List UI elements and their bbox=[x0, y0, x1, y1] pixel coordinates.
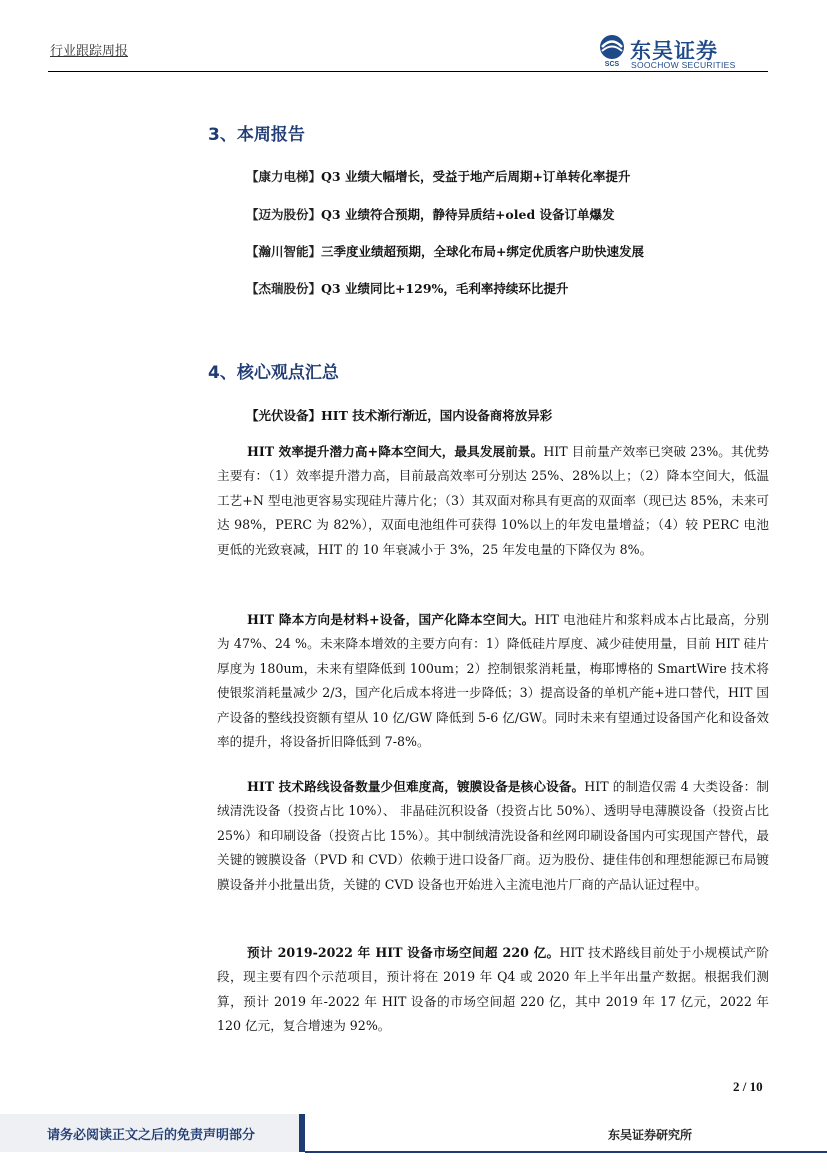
header-divider bbox=[48, 71, 768, 72]
report-item bbox=[246, 167, 630, 185]
brand-name-cn: 东吴证券 bbox=[630, 39, 718, 63]
paragraph-equipment bbox=[217, 775, 769, 897]
paragraph-lead: 预计 2019-2022 年 HIT 设备市场空间超 220 亿。 bbox=[247, 945, 560, 960]
report-type-label: 行业跟踪周报 bbox=[50, 44, 129, 59]
paragraph-body: HIT 电池硅片和浆料成本占比最高，分别为 47%、24 %。未来降本增效的主要方向有：1）降低硅片厚度、减少硅使用量，目前 HIT 硅片厚度为 180um，未来有望降低到 100um；2）控制银浆消耗量，梅耶博格的 SmartWire 技术将使银浆消耗量减少 2/3，国产化后成本将进一步降低；3）提高设备的单机产能+进口替代，HIT 国产设备的整线投资额有望从 10 亿/GW 降低到 5-6 亿/GW。同时未来有望通过设备国产化和设备效率的提升，将设备折旧降低到 7-8%。 bbox=[217, 612, 769, 750]
report-title: 三季度业绩超预期，全球化布局+绑定优质客户助快速发展 bbox=[321, 244, 644, 259]
report-item bbox=[246, 242, 644, 260]
report-company: 【瀚川智能】 bbox=[246, 244, 322, 259]
footer-organization: 东吴证券研究所 bbox=[608, 1128, 693, 1142]
report-company: 【康力电梯】 bbox=[246, 169, 322, 184]
paragraph-lead: HIT 技术路线设备数量少但难度高，镀膜设备是核心设备。 bbox=[247, 779, 585, 794]
footer-divider bbox=[305, 1151, 827, 1153]
paragraph-body: HIT 技术路线目前处于小规模试产阶段，现主要有四个示范项目，预计将在 2019 年 Q4 或 2020 年上半年出量产数据。根据我们测算，预计 2019 年-2022 年 HIT 设备的市场空间超 220 亿，其中 2019 年 17 亿元，2022 年 120 亿元，复合增速为 92%。 bbox=[217, 945, 769, 1034]
paragraph-market-size bbox=[217, 941, 769, 1039]
paragraph-body: HIT 的制造仅需 4 大类设备：制绒清洗设备（投资占比 10%）、 非晶硅沉积设备（投资占比 50%）、透明导电薄膜设备（投资占比 25%）和印刷设备（投资占比 15%）。其中制绒清洗设备和丝网印刷设备国内可实现国产替代，最关键的镀膜设备（PVD 和 CVD）依赖于进口设备厂商。迈为股份、捷佳伟创和理想能源已布局镀膜设备并小批量出货，关键的 CVD 设备也开始进入主流电池片厂商的产品认证过程中。 bbox=[217, 779, 769, 892]
soochow-logo-icon bbox=[596, 34, 628, 68]
report-title: Q3 业绩大幅增长，受益于地产后周期+订单转化率提升 bbox=[321, 169, 631, 184]
report-item bbox=[246, 279, 568, 297]
svg-text:SCS: SCS bbox=[604, 61, 620, 68]
brand-name-en: SOOCHOW SECURITIES bbox=[631, 60, 736, 70]
paragraph-lead: HIT 效率提升潜力高+降本空间大，最具发展前景。 bbox=[247, 444, 544, 459]
report-title: Q3 业绩同比+129%，毛利率持续环比提升 bbox=[321, 281, 569, 296]
paragraph-lead: HIT 降本方向是材料+设备，国产化降本空间大。 bbox=[247, 612, 535, 627]
report-company: 【迈为股份】 bbox=[246, 207, 322, 222]
page-number: 2 / 10 bbox=[733, 1079, 763, 1094]
section-title-weekly-reports: 3、本周报告 bbox=[208, 125, 305, 145]
report-item bbox=[246, 205, 615, 223]
brand-logo bbox=[596, 34, 771, 70]
paragraph-body: HIT 目前量产效率已突破 23%。其优势主要有：（1）效率提升潜力高，目前最高效率可分别达 25%、28%以上；（2）降本空间大，低温工艺+N 型电池更容易实现硅片薄片化；（3）其双面对称具有更高的双面率（现已达 85%，未来可达 98%，PERC 为 82%），双面电池组件可获得 10%以上的年发电量增益；（4）较 PERC 电池更低的光致衰减，HIT 的 10 年衰减小于 3%，25 年发电量的下降仅为 8%。 bbox=[217, 444, 769, 557]
disclaimer-text: 请务必阅读正文之后的免责声明部分 bbox=[47, 1128, 256, 1143]
report-title: Q3 业绩符合预期，静待异质结+oled 设备订单爆发 bbox=[321, 207, 615, 222]
disclaimer-banner bbox=[0, 1114, 305, 1152]
paragraph-cost-reduction bbox=[217, 608, 769, 754]
report-company: 【杰瑞股份】 bbox=[246, 281, 322, 296]
section-title-core-views: 4、核心观点汇总 bbox=[208, 363, 339, 383]
core-views-subheading: 【光伏设备】HIT 技术渐行渐近，国内设备商将放异彩 bbox=[246, 408, 553, 423]
paragraph-efficiency bbox=[217, 440, 769, 562]
